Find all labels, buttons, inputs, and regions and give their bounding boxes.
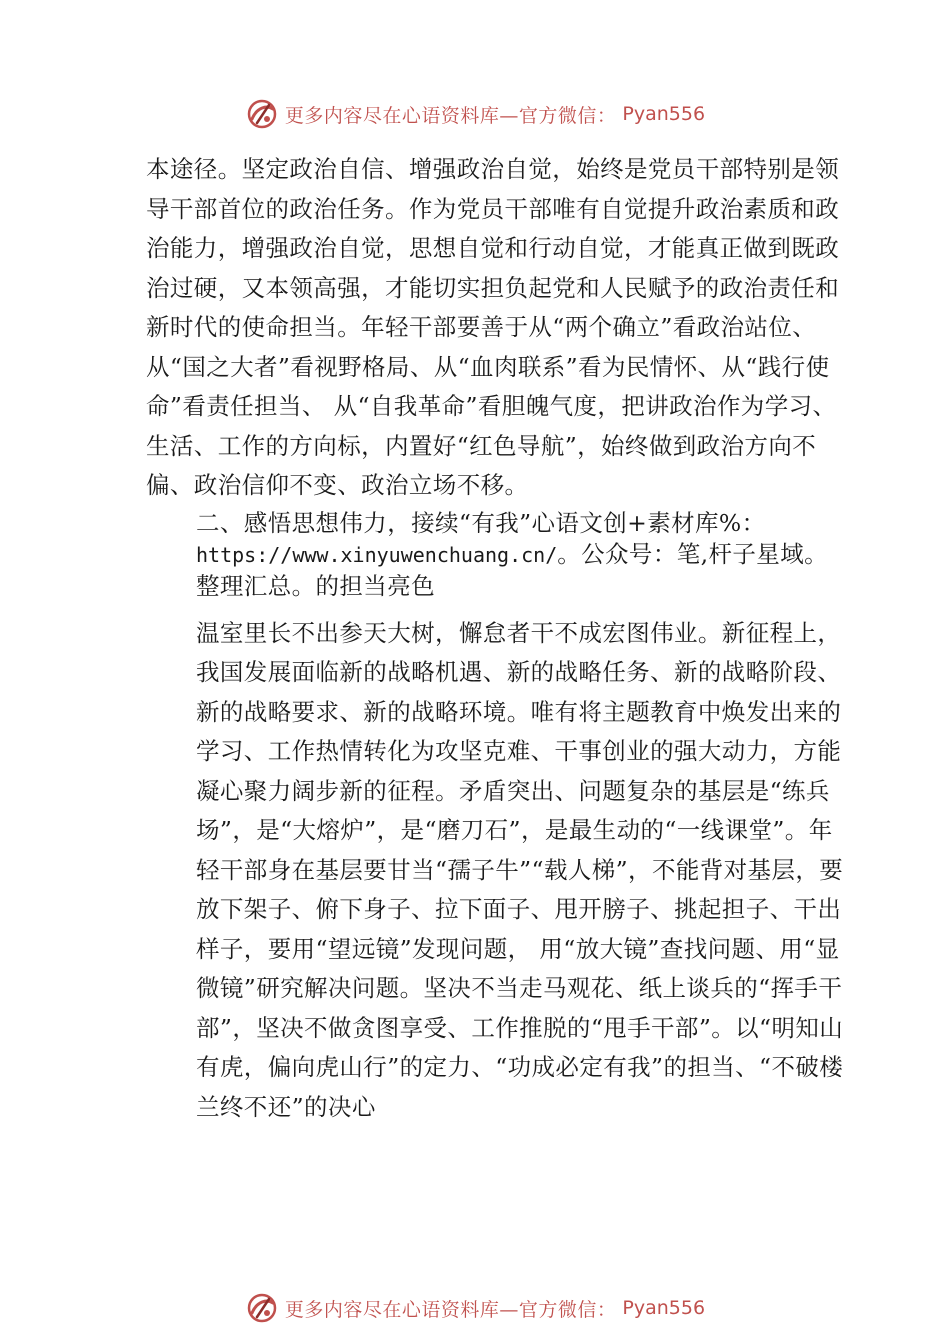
header-banner <box>0 94 950 134</box>
header-banner-text: 更多内容尽在心语资料库—官方微信： <box>284 104 617 127</box>
footer-banner-text: 更多内容尽在心语资料库—官方微信： <box>284 1298 617 1321</box>
footer-banner <box>0 1288 950 1328</box>
heading-part-2: 。公众号：笔,杆子星域。 <box>557 539 829 568</box>
calligraphy-logo-icon <box>245 1291 279 1325</box>
section-heading <box>146 508 846 602</box>
calligraphy-logo-icon <box>245 97 279 131</box>
heading-part-3: 整理汇总。的担当亮色 <box>196 571 435 600</box>
document-body <box>146 150 846 1127</box>
heading-url-line <box>196 540 828 568</box>
footer-banner-id: Pyan556 <box>622 1297 706 1319</box>
heading-url: https://www.xinyuwenchuang.cn/ <box>196 542 558 567</box>
header-banner-id: Pyan556 <box>622 103 706 125</box>
paragraph-1: 本途径。坚定政治自信、增强政治自觉，始终是党员干部特别是领导干部首位的政治任务。作为党员干部唯有自觉提升政治素质和政治能力，增强政治自觉，思想自觉和行动自觉，才能真正做到既政治过硬，又本领高强，才能切实担负起党和人民赋予的政治责任和新时代的使命担当。年轻干部要善于从“两个确立”看政治站位、从“国之大者”看视野格局、从“血肉联系”看为民情怀、从“践行使命”看责任担当、 从“自我革命”看胆魄气度，把讲政治作为学习、生活、工作的方向标，内置好“红色导航”，始终做到政治方向不偏、政治信仰不变、政治立场不移。 <box>146 155 840 499</box>
paragraph-2: 温室里长不出参天大树，懈怠者干不成宏图伟业。新征程上，我国发展面临新的战略机遇、新的战略任务、新的战略阶段、新的战略要求、新的战略环境。唯有将主题教育中焕发出来的学习、工作热情转化为攻坚克难、干事创业的强大动力，方能凝心聚力阔步新的征程。矛盾突出、问题复杂的基层是“练兵场”，是“大熔炉”，是“磨刀石”，是最生动的“一线课堂”。年轻干部身在基层要甘当“孺子牛”“载人梯”，不能背对基层，要放下架子、俯下身子、拉下面子、甩开膀子、挑起担子、干出样子，要用“望远镜”发现问题， 用“放大镜”查找问题、用“显微镜”研究解决问题。坚决不当走马观花、纸上谈兵的“挥手干部”，坚决不做贪图享受、工作推脱的“甩手干部”。以“明知山有虎，偏向虎山行”的定力、“功成必定有我”的担当、“不破楼兰终不还”的决心 <box>196 618 844 1121</box>
heading-part-1: 二、感悟思想伟力，接续“有我”心语文创+素材库%： <box>196 508 766 537</box>
